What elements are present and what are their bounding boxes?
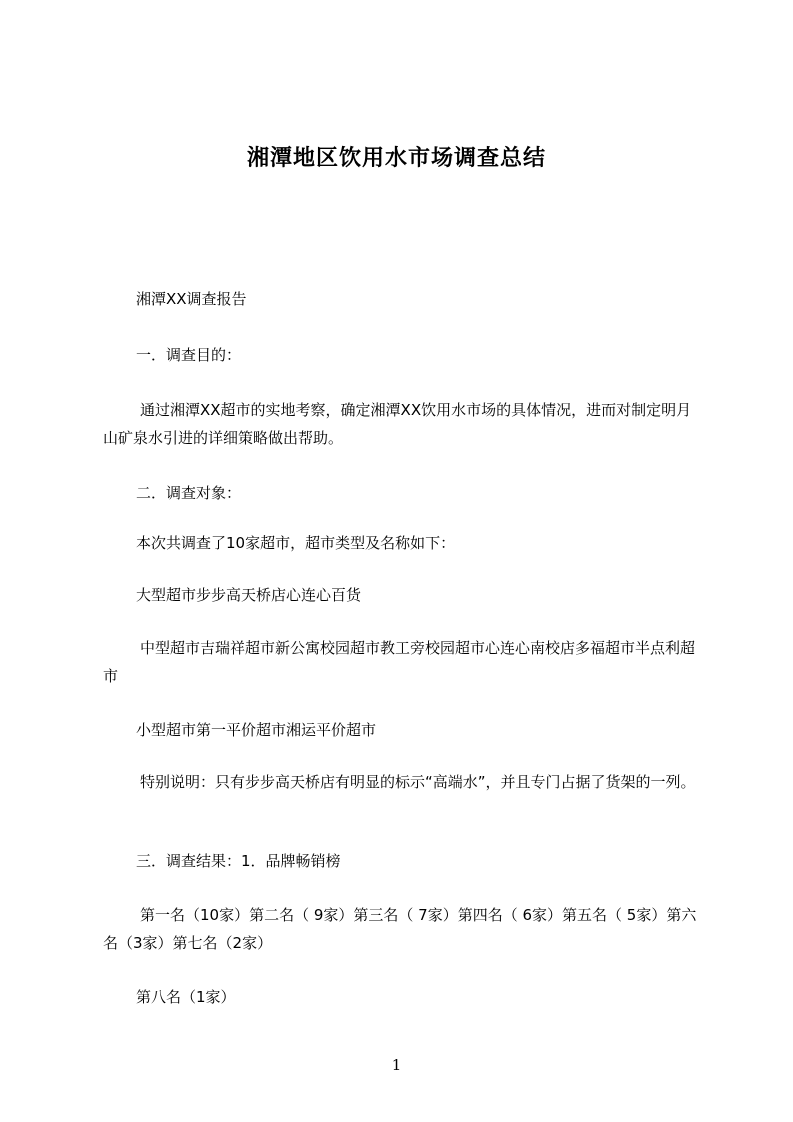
paragraph-report-title: 湘潭XX调查报告 [136, 290, 247, 308]
page-number: 1 [391, 1056, 402, 1074]
document-title: 湘潭地区饮用水市场调查总结 [246, 146, 546, 171]
paragraph-small-supermarkets: 小型超市第一平价超市湘运平价超市 [136, 721, 377, 739]
paragraph-survey-scope: 本次共调查了10家超市，超市类型及名称如下： [136, 534, 456, 552]
paragraph-brand-ranking: 第一名（10家）第二名（ 9家）第三名（ 7家）第四名（ 6家）第五名（ 5家）第六名（3家）第七名（2家） [103, 906, 697, 952]
paragraph-large-supermarkets: 大型超市步步高天桥店心连心百货 [136, 586, 362, 604]
paragraph-section-3-heading: 三．调查结果：1．品牌畅销榜 [136, 852, 341, 870]
paragraph-special-note: 特别说明：只有步步高天桥店有明显的标示“高端水”，并且专门占据了货架的一列。 [140, 773, 696, 791]
paragraph-purpose: 通过湘潭XX超市的实地考察，确定湘潭XX饮用水市场的具体情况，进而对制定明月山矿泉水引进的详细策略做出帮助。 [103, 401, 692, 447]
paragraph-rank-eight: 第八名（1家） [136, 988, 236, 1006]
paragraph-section-2-heading: 二．调查对象： [136, 484, 242, 502]
paragraph-medium-supermarkets: 中型超市吉瑞祥超市新公寓校园超市教工旁校园超市心连心南校店多福超市半点利超市 [103, 639, 696, 685]
paragraph-section-1-heading: 一．调查目的： [136, 346, 242, 364]
